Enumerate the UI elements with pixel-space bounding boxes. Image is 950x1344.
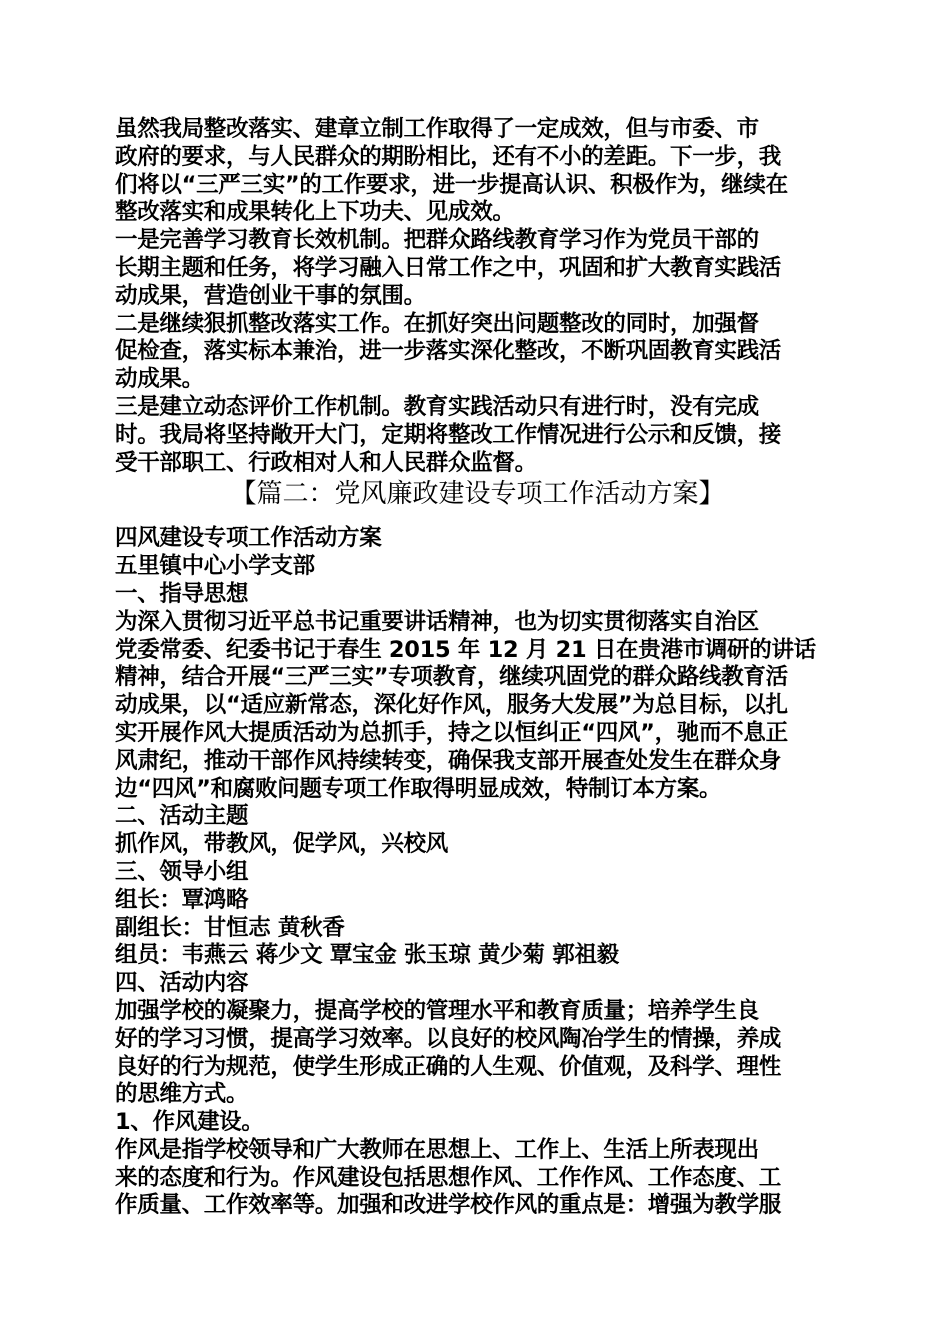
paragraph-line: 二是继续狠抓整改落实工作。在抓好突出问题整改的同时，加强督 [115, 310, 759, 337]
paragraph-line: 虽然我局整改落实、建章立制工作取得了一定成效，但与市委、市 [115, 116, 759, 142]
paragraph-line: 三是建立动态评价工作机制。教育实践活动只有进行时，没有完成 [115, 393, 759, 420]
paragraph-line: 政府的要求，与人民群众的期盼相比，还有不小的差距。下一步，我 [115, 143, 782, 170]
paragraph-line: 作质量、工作效率等。加强和改进学校作风的重点是：增强为教学服 [115, 1192, 782, 1219]
paragraph-line: 实开展作风大提质活动为总抓手，持之以恒纠正“四风”，驰而不息正 [115, 719, 788, 746]
paragraph-line: 动成果。 [115, 366, 204, 393]
group-leader: 组长：覃鸿略 [115, 886, 249, 913]
subheading-leadership-group: 三、领导小组 [115, 858, 249, 885]
paragraph-line: 动成果，以“适应新常态，深化好作风，服务大发展”为总目标，以扎 [115, 692, 788, 719]
section-heading: 【篇二：党风廉政建设专项工作活动方案】 [230, 479, 725, 510]
paragraph-line: 促检查，落实标本兼治，进一步落实深化整改，不断巩固教育实践活 [115, 338, 782, 365]
activity-theme-text: 抓作风，带教风，促学风，兴校风 [115, 831, 449, 858]
paragraph-line: 整改落实和成果转化上下功夫、见成效。 [115, 199, 515, 226]
paragraph-line: 加强学校的凝聚力，提高学校的管理水平和教育质量；培养学生良 [115, 997, 759, 1024]
subheading-activity-theme: 二、活动主题 [115, 803, 249, 830]
plan-organization: 五里镇中心小学支部 [115, 553, 315, 580]
paragraph-line: 一是完善学习教育长效机制。把群众路线教育学习作为党员干部的 [115, 227, 759, 254]
section-rectification-summary [115, 116, 840, 477]
document-page [115, 116, 840, 1220]
paragraph-line: 受干部职工、行政相对人和人民群众监督。 [115, 449, 537, 476]
paragraph-line: 边“四风”和腐败问题专项工作取得明显成效，特制订本方案。 [115, 775, 722, 802]
plan-title: 四风建设专项工作活动方案 [115, 525, 382, 552]
paragraph-line: 们将以“三严三实”的工作要求，进一步提高认识、积极作为，继续在 [115, 171, 788, 198]
section-activity-plan [115, 525, 840, 1220]
paragraph-line: 为深入贯彻习近平总书记重要讲话精神，也为切实贯彻落实自治区 [115, 608, 759, 635]
group-deputy-leaders: 副组长：甘恒志 黄秋香 [115, 914, 345, 941]
paragraph-line: 良好的行为规范，使学生形成正确的人生观、价值观，及科学、理性 [115, 1053, 782, 1080]
paragraph-line: 时。我局将坚持敞开大门，定期将整改工作情况进行公示和反馈，接 [115, 421, 782, 448]
paragraph-line: 作风是指学校领导和广大教师在思想上、工作上、生活上所表现出 [115, 1136, 759, 1163]
paragraph-line: 动成果，营造创业干事的氛围。 [115, 282, 426, 309]
paragraph-line: 长期主题和任务，将学习融入日常工作之中，巩固和扩大教育实践活 [115, 254, 782, 281]
subheading-work-style: 1、作风建设。 [115, 1109, 264, 1136]
paragraph-line: 精神，结合开展“三严三实”专项教育，继续巩固党的群众路线教育活 [115, 664, 788, 691]
paragraph-line: 的思维方式。 [115, 1081, 249, 1108]
paragraph-line: 风肃纪，推动干部作风持续转变，确保我支部开展查处发生在群众身 [115, 747, 782, 774]
paragraph-line: 党委常委、纪委书记于春生 2015 年 12 月 21 日在贵港市调研的讲话 [115, 636, 816, 663]
subheading-activity-content: 四、活动内容 [115, 970, 249, 997]
paragraph-line: 来的态度和行为。作风建设包括思想作风、工作作风、工作态度、工 [115, 1164, 782, 1191]
group-members: 组员：韦燕云 蒋少文 覃宝金 张玉琼 黄少菊 郭祖毅 [115, 942, 619, 969]
subheading-guiding-ideology: 一、指导思想 [115, 580, 249, 607]
paragraph-line: 好的学习习惯，提高学习效率。以良好的校风陶冶学生的情操，养成 [115, 1025, 782, 1052]
